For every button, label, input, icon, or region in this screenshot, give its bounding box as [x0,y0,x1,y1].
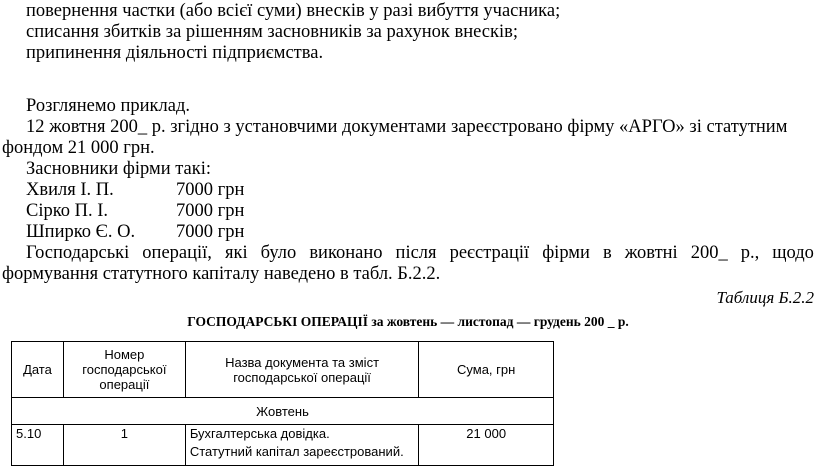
word: р., [740,243,760,263]
table-header-row [12,342,554,398]
cell-operation-number: 1 [63,425,185,466]
header-document: Назва документа та зміст господарської операції [185,342,419,398]
word: які [224,243,248,263]
table-caption: Таблиця Б.2.2 [716,288,814,307]
document-line: Бухгалтерська довідка. [189,426,330,441]
month-cell: Жовтень [12,398,554,425]
word: було [260,243,297,263]
founders-heading: Засновники фірми такі: [26,159,212,179]
founder-row [26,179,244,201]
founder-row [26,221,244,243]
intro-item: припинення діяльності підприємства. [26,43,324,63]
cell-sum: 21 000 [419,425,554,466]
cell-date: 5.10 [12,425,64,466]
month-row [12,398,554,425]
header-operation-number: Номер господарської операції [63,342,185,398]
word: 200_ [690,243,728,263]
example-heading: Розглянемо приклад. [26,96,190,116]
word: після [395,243,437,263]
paragraph-line: формування статутного капіталу наведено в табл. Б.2.2. [2,264,441,284]
justified-paragraph-line [26,242,814,264]
document-line: Статутний капітал зареєстрований. [189,444,404,459]
intro-item: повернення частки (або всієї суми) внесків у разі вибуття учасника; [26,1,561,21]
cell-document [185,425,419,466]
paragraph-line: фондом 21 000 грн. [2,138,155,158]
word: щодо [772,243,814,263]
word: в [602,243,612,263]
table-title: ГОСПОДАРСЬКІ ОПЕРАЦІЇ за жовтень — листопад — грудень 200 _ р. [187,314,629,329]
founder-name: Хвиля І. П. [26,180,114,200]
word: фірми [542,243,590,263]
word: Господарські [26,243,130,263]
word: жовтні [624,243,678,263]
word: операції, [142,243,212,263]
operations-table [11,341,554,466]
intro-item: списання збитків за рішенням засновників за рахунок внесків; [26,22,519,42]
header-date: Дата [12,342,64,398]
founder-name: Сірко П. І. [26,201,109,221]
founder-amount: 7000 грн [176,201,245,221]
table-row [12,425,554,466]
word: реєстрації [449,243,530,263]
paragraph-line: 12 жовтня 200_ р. згідно з установчими документами зареєстровано фірму «АРГО» зі статутним [26,117,788,137]
founder-amount: 7000 грн [176,222,245,242]
founder-amount: 7000 грн [176,180,245,200]
founder-row [26,200,244,222]
header-sum: Сума, грн [419,342,554,398]
word: виконано [309,243,383,263]
founder-name: Шпирко Є. О. [26,222,136,242]
